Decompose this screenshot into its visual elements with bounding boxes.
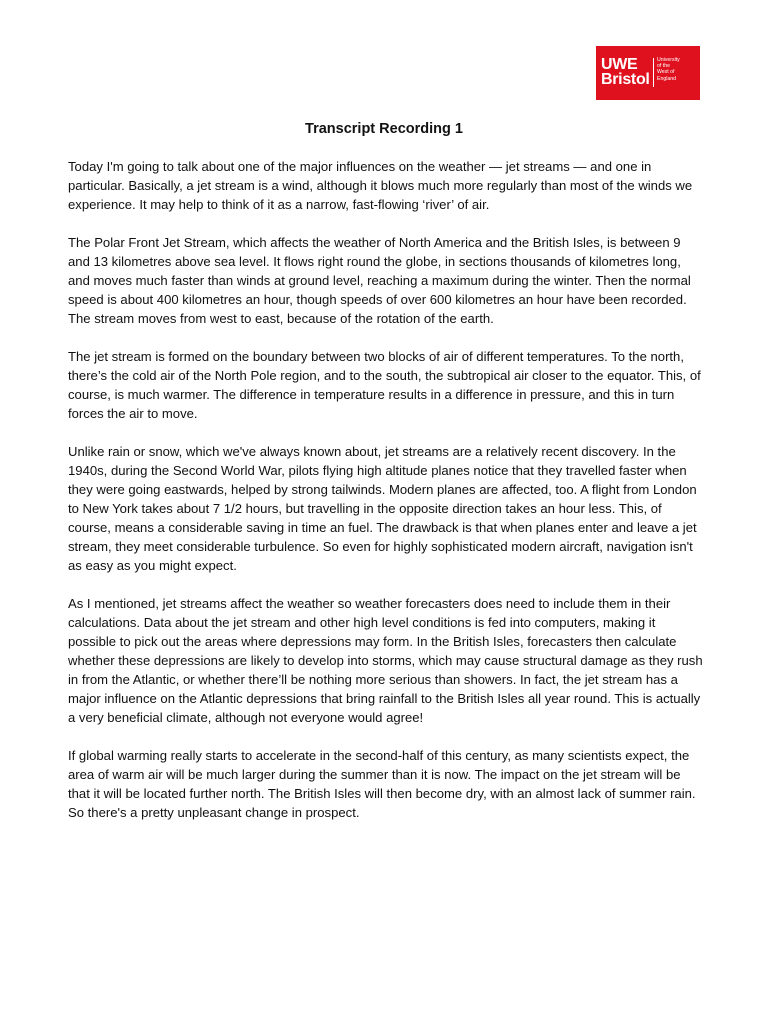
logo-divider (653, 58, 654, 87)
document-title: Transcript Recording 1 (305, 121, 463, 137)
paragraph-5: As I mentioned, jet streams affect the weather so weather forecasters does need to include them in their calculations. Data about the jet stream and other high level conditions is fed into computers, making it possible to pick out the areas where depressions may form. In the British Isles, forecasters then calculate whether these depressions are likely to develop into storms, which may cause structural damage as they rush in from the Atlantic, or whether there’ll be nothing more serious than showers. In fact, the jet stream has a major influence on the Atlantic depressions that bring rainfall to the British Isles all year round. This is actually a very beneficial climate, although not everyone would agree! (68, 596, 703, 725)
paragraph-6: If global warming really starts to accelerate in the second-half of this century, as many scientists expect, the area of warm air will be much larger during the summer than it is now. The impact on the jet stream will be that it will be located further north. The British Isles will then become dry, with an almost lack of summer rain. So there's a pretty unpleasant change in prospect. (68, 748, 696, 820)
paragraph-3: The jet stream is formed on the boundary between two blocks of air of different temperatures. To the north, there’s the cold air of the North Pole region, and to the south, the subtropical air closer to the equator. This, of course, is much warmer. The difference in temperature results in a difference in pressure, and this in turn forces the air to move. (68, 349, 701, 421)
logo-line-bristol: Bristol (601, 71, 650, 88)
logo-subline-2: of the (657, 63, 670, 70)
uwe-bristol-logo (596, 46, 700, 100)
logo-wordmark (601, 57, 650, 87)
logo-line-uwe: UWE (601, 56, 638, 73)
logo-subline-4: England (657, 75, 677, 82)
paragraph-2: The Polar Front Jet Stream, which affects the weather of North America and the British Isles, is between 9 and 13 kilometres above sea level. It flows right round the globe, in sections thousands of kilometres long, and moves much faster than winds at ground level, reaching a maximum during the winter. Then the normal speed is about 400 kilometres an hour, though speeds of over 600 kilometres an hour have been recorded. The stream moves from west to east, because of the rotation of the earth. (68, 235, 691, 326)
transcript-body (68, 157, 704, 841)
paragraph-1: Today I'm going to talk about one of the major influences on the weather — jet streams — and one in particular. Basically, a jet stream is a wind, although it blows much more regularly than most of the winds we experience. It may help to think of it as a narrow, fast-flowing ‘river’ of air. (68, 159, 693, 212)
logo-subline-1: University (657, 57, 680, 63)
logo-university-text (657, 57, 680, 82)
logo-subline-3: West of (657, 69, 675, 76)
paragraph-4: Unlike rain or snow, which we've always known about, jet streams are a relatively recent discovery. In the 1940s, during the Second World War, pilots flying high altitude planes notice that they travelled faster when they were going eastwards, helped by strong tailwinds. Modern planes are affected, too. A flight from London to New York takes about 7 1/2 hours, but travelling in the opposite direction takes an hour less. This, of course, means a considerable saving in time an fuel. The drawback is that when planes enter and leave a jet stream, they meet considerable turbulence. So even for highly sophisticated modern aircraft, navigation isn't as easy as you might expect. (68, 444, 697, 573)
